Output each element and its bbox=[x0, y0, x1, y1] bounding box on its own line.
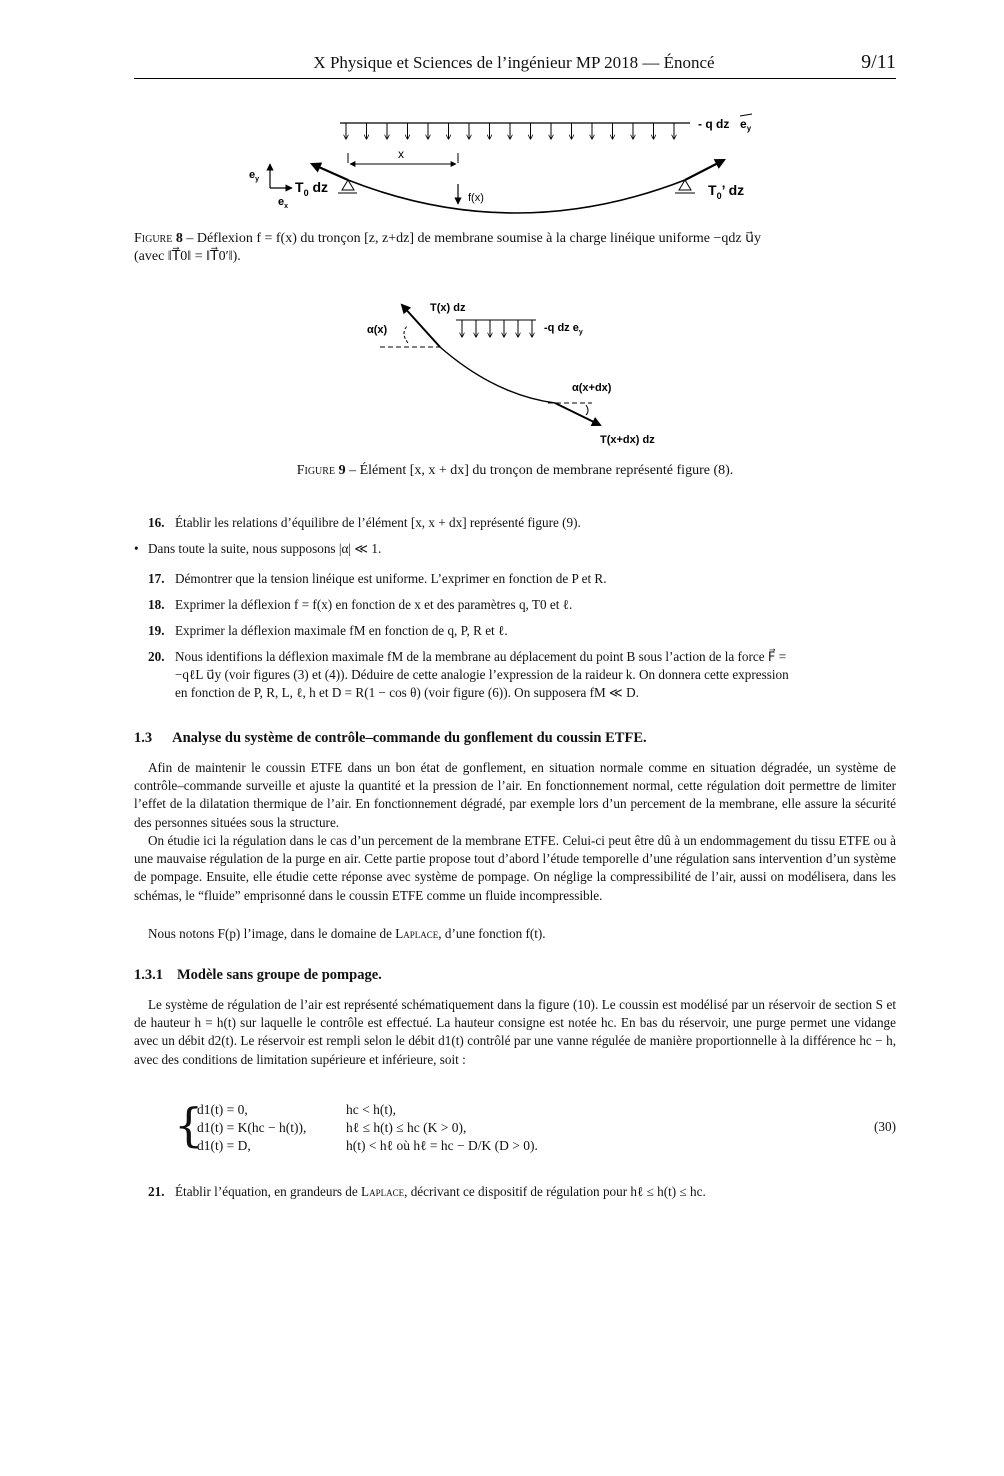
membrane-curve bbox=[348, 180, 685, 213]
running-header: X Physique et Sciences de l’ingénieur MP 2018 — Énoncé bbox=[313, 53, 715, 72]
fig9-txdx-label: T(x+dx) dz bbox=[600, 434, 655, 446]
section-1-3-heading: 1.3 Analyse du système de contrôle–commande du gonflement du coussin ETFE. bbox=[134, 730, 647, 746]
page-number: 9/11 bbox=[861, 51, 896, 73]
header-rule bbox=[134, 78, 896, 79]
fig8-load-vector: $e_y$ bbox=[740, 117, 752, 133]
alpha2-arc bbox=[586, 405, 588, 415]
section-1-3-1-paragraph: Le système de régulation de l’air est représenté schématiquement dans la figure (10). Le coussin est modélisé par un réservoir de section S et de hauteur h = h(t) sur laquelle le contrôle est effectué. La hauteur consigne est notée hc. En bas du réservoir, une purge permet une vidange avec un débit d2(t). Le réservoir est rempli selon le débit d1(t) contrôlé par une vanne régulée de manière proportionnelle à la différence hc − h, avec des conditions de limitation supérieure et inférieure, soit : bbox=[134, 997, 896, 1067]
assumption-bullet: • Dans toute la suite, nous supposons |α| ≪ 1. bbox=[134, 541, 382, 556]
fig8-t0prime-label: $T_0$’ dz bbox=[708, 182, 745, 201]
section-1-3-paragraph-2: On étudie ici la régulation dans le cas d’un percement de la membrane ETFE. Celui-ci peut être dû à un endommagement du tissu ETFE ou à une mauvaise régulation de la purge en air. Cette partie propose tout d’abord l’étude temporelle d’une régulation sans intervention d’un système de pompage. Ensuite, elle étudie cette réponse avec système de pompage. On néglige la compressibilité de l’air, aussi on modélisera, dans les schémas, le “fluide” emprisonné dans le coussin ETFE comme un fluide incompressible. bbox=[134, 833, 896, 903]
alpha-arc bbox=[404, 325, 408, 343]
fig9-load-arrows bbox=[462, 320, 532, 337]
fig8-t0-label: $T_0$ dz bbox=[295, 179, 329, 198]
question-17: 17. Démontrer que la tension linéique est uniforme. L’exprimer en fonction de P et R. bbox=[148, 571, 607, 586]
section-1-3-paragraph-3: Nous notons F(p) l’image, dans le domaine de Laplace, d’une fonction f(t). bbox=[148, 926, 546, 941]
equation-brace: { bbox=[174, 1098, 204, 1152]
txdx-arrow bbox=[555, 403, 600, 425]
figure-9-caption: Figure 9 – Élément [x, x + dx] du tronçon de membrane représenté figure (8). bbox=[296, 463, 734, 478]
question-21: 21. Établir l’équation, en grandeurs de Laplace, décrivant ce dispositif de régulation pour hℓ ≤ h(t) ≤ hc. bbox=[148, 1184, 706, 1199]
question-20: 20. Nous identifions la déflexion maximale fM de la membrane au déplacement du point B sous l’action de la force F⃗ = −qℓL u⃗y (voir figures (3) et (4)). Déduire de cette analogie l’expression de la raideur k. On donnera cette expression en fonction de P, R, L, ℓ, h et D = R(1 − cos θ) (voir figure (6)). On supposera fM ≪ D. bbox=[148, 649, 789, 700]
figure-8-caption: Figure 8 – Déflexion f = f(x) du tronçon [z, z+dz] de membrane soumise à la charge linéique uniforme −qdz u⃗y (avec ‖T⃗0‖ = ‖T⃗0′‖). bbox=[134, 231, 761, 264]
figure-8-diagram bbox=[240, 108, 780, 218]
question-16: 16. Établir les relations d’équilibre de l’élément [x, x + dx] représenté figure (9). bbox=[148, 515, 581, 530]
t0-left-arrow bbox=[312, 164, 348, 180]
equation-number: (30) bbox=[874, 1119, 896, 1134]
section-1-3-1-heading: 1.3.1 Modèle sans groupe de pompage. bbox=[134, 967, 382, 983]
membrane-element-curve bbox=[440, 347, 555, 403]
ey-label: $e_y$ bbox=[249, 169, 260, 183]
section-1-3-paragraph-1: Afin de maintenir le coussin ETFE dans un bon état de gonflement, en situation normale comme en situation dégradée, un système de contrôle–commande surveille et ajuste la quantité et la pression de l’air. En fonctionnement normal, cette régulation doit permettre de limiter l’effet de la dilatation thermique de l’air. En fonctionnement dégradé, par exemple lors d’un percement de la membrane, elle assure la sécurité des personnes situées sous la structure. bbox=[134, 760, 896, 830]
fig9-tx-label: T(x) dz bbox=[430, 302, 466, 314]
vector-arrow bbox=[740, 114, 752, 116]
t0-right-arrow bbox=[685, 160, 724, 180]
fig8-x-label: x bbox=[398, 147, 404, 161]
question-18: 18. Exprimer la déflexion f = f(x) en fonction de x et des paramètres q, T0 et ℓ. bbox=[148, 597, 573, 612]
fig8-load-label: - q dz bbox=[698, 117, 730, 131]
load-arrows bbox=[346, 123, 674, 139]
question-19: 19. Exprimer la déflexion maximale fM en fonction de q, P, R et ℓ. bbox=[148, 623, 508, 638]
equation-right-column: hc < h(t), hℓ ≤ h(t) ≤ hc (K > 0), h(t) < hℓ où hℓ = hc − D/K (D > 0). bbox=[346, 1102, 538, 1153]
equation-left-column: d1(t) = 0, d1(t) = K(hc − h(t)), d1(t) = D, bbox=[197, 1102, 307, 1153]
fig8-f-label: f(x) bbox=[468, 192, 484, 204]
fig9-alpha2-label: α(x+dx) bbox=[572, 382, 612, 394]
fig9-load-label: -q dz $e_y$ bbox=[544, 322, 583, 336]
ex-label: $e_x$ bbox=[278, 196, 289, 210]
figure-9-diagram bbox=[360, 295, 680, 450]
fig9-alpha-label: α(x) bbox=[367, 324, 388, 336]
